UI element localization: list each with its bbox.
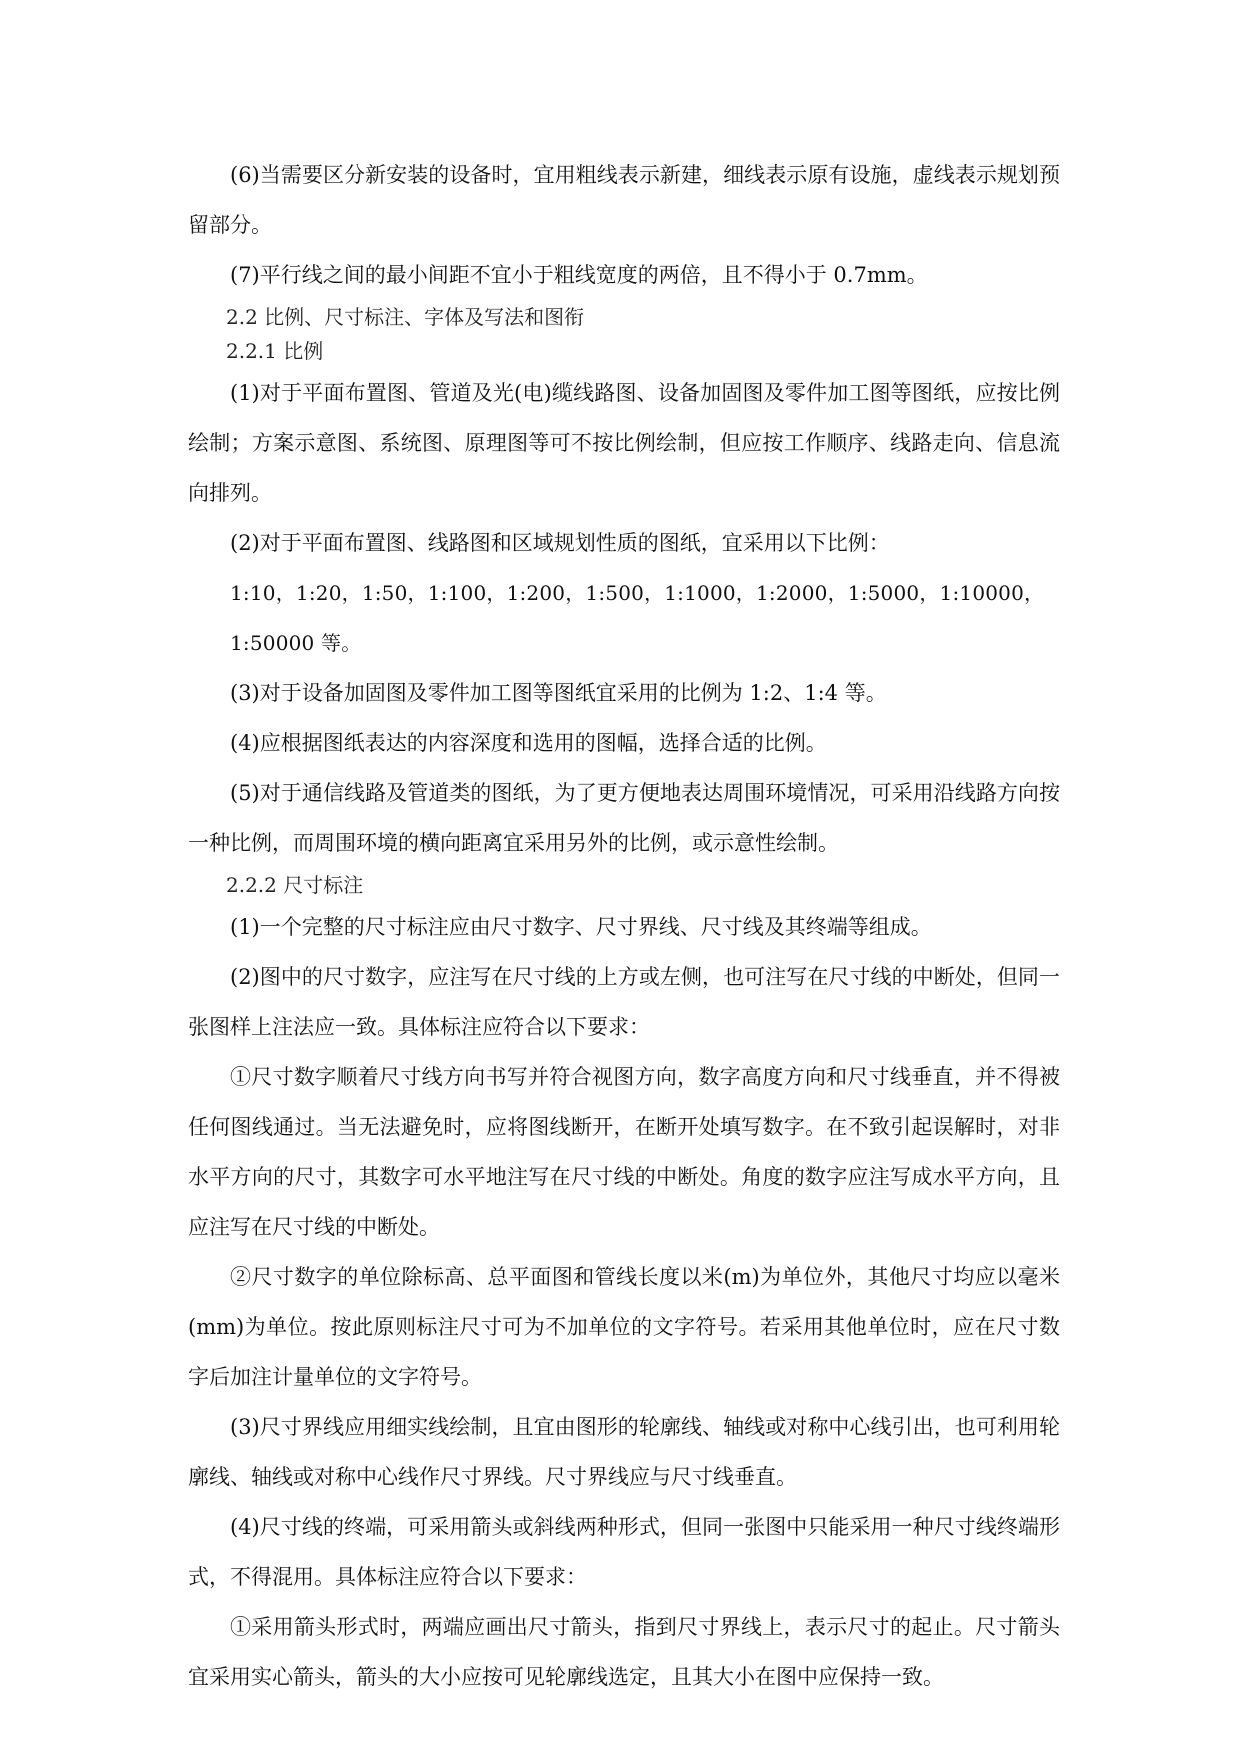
dimension-item-2b: ②尺寸数字的单位除标高、总平面图和管线长度以米(m)为单位外，其他尺寸均应以毫米(mm)为单位。按此原则标注尺寸可为不加单位的文字符号。若采用其他单位时，应在尺寸数字后加注计量单位的文字符号。	[188, 1265, 1060, 1389]
scale-item-5: (5)对于通信线路及管道类的图纸，为了更方便地表达周围环境情况，可采用沿线路方向按一种比例，而周围环境的横向距离宜采用另外的比例，或示意性绘制。	[188, 781, 1060, 855]
scale-item-4: (4)应根据图纸表达的内容深度和选用的图幅，选择合适的比例。	[230, 731, 827, 755]
dimension-item-4a: ①采用箭头形式时，两端应画出尺寸箭头，指到尺寸界线上，表示尺寸的起止。尺寸箭头宜采用实心箭头，箭头的大小应按可见轮廓线选定，且其大小在图中应保持一致。	[188, 1615, 1060, 1689]
document-body	[188, 150, 1060, 1702]
paragraph-item-7: (7)平行线之间的最小间距不宜小于粗线宽度的两倍，且不得小于 0.7mm。	[230, 263, 928, 287]
section-heading-2-2: 2.2 比例、尺寸标注、字体及写法和图衔	[226, 305, 585, 329]
section-heading-2-2-2: 2.2.2 尺寸标注	[226, 873, 364, 897]
dimension-item-4: (4)尺寸线的终端，可采用箭头或斜线两种形式，但同一张图中只能采用一种尺寸线终端形式，不得混用。具体标注应符合以下要求：	[188, 1515, 1060, 1589]
dimension-item-1: (1)一个完整的尺寸标注应由尺寸数字、尺寸界线、尺寸线及其终端等组成。	[230, 915, 932, 939]
scale-item-1: (1)对于平面布置图、管道及光(电)缆线路图、设备加固图及零件加工图等图纸，应按比例绘制；方案示意图、系统图、原理图等可不按比例绘制，但应按工作顺序、线路走向、信息流向排列。	[188, 381, 1060, 505]
dimension-item-2a: ①尺寸数字顺着尺寸线方向书写并符合视图方向，数字高度方向和尺寸线垂直，并不得被任何图线通过。当无法避免时，应将图线断开，在断开处填写数字。在不致引起误解时，对非水平方向的尺寸，其数字可水平地注写在尺寸线的中断处。角度的数字应注写成水平方向，且应注写在尺寸线的中断处。	[188, 1065, 1060, 1239]
section-heading-2-2-1: 2.2.1 比例	[226, 339, 324, 363]
scale-item-3: (3)对于设备加固图及零件加工图等图纸宜采用的比例为 1:2、1:4 等。	[230, 681, 887, 705]
scale-ratio-list: 1:10，1:20，1:50，1:100，1:200，1:500，1:1000，1:2000，1:5000，1:10000，1:50000 等。	[230, 581, 1045, 655]
dimension-item-3: (3)尺寸界线应用细实线绘制，且宜由图形的轮廓线、轴线或对称中心线引出，也可利用轮廓线、轴线或对称中心线作尺寸界线。尺寸界线应与尺寸线垂直。	[188, 1415, 1060, 1489]
dimension-item-2: (2)图中的尺寸数字，应注写在尺寸线的上方或左侧，也可注写在尺寸线的中断处，但同一张图样上注法应一致。具体标注应符合以下要求：	[188, 965, 1060, 1039]
scale-item-2: (2)对于平面布置图、线路图和区域规划性质的图纸，宜采用以下比例：	[230, 531, 890, 555]
paragraph-item-6: (6)当需要区分新安装的设备时，宜用粗线表示新建，细线表示原有设施，虚线表示规划预留部分。	[188, 163, 1060, 237]
